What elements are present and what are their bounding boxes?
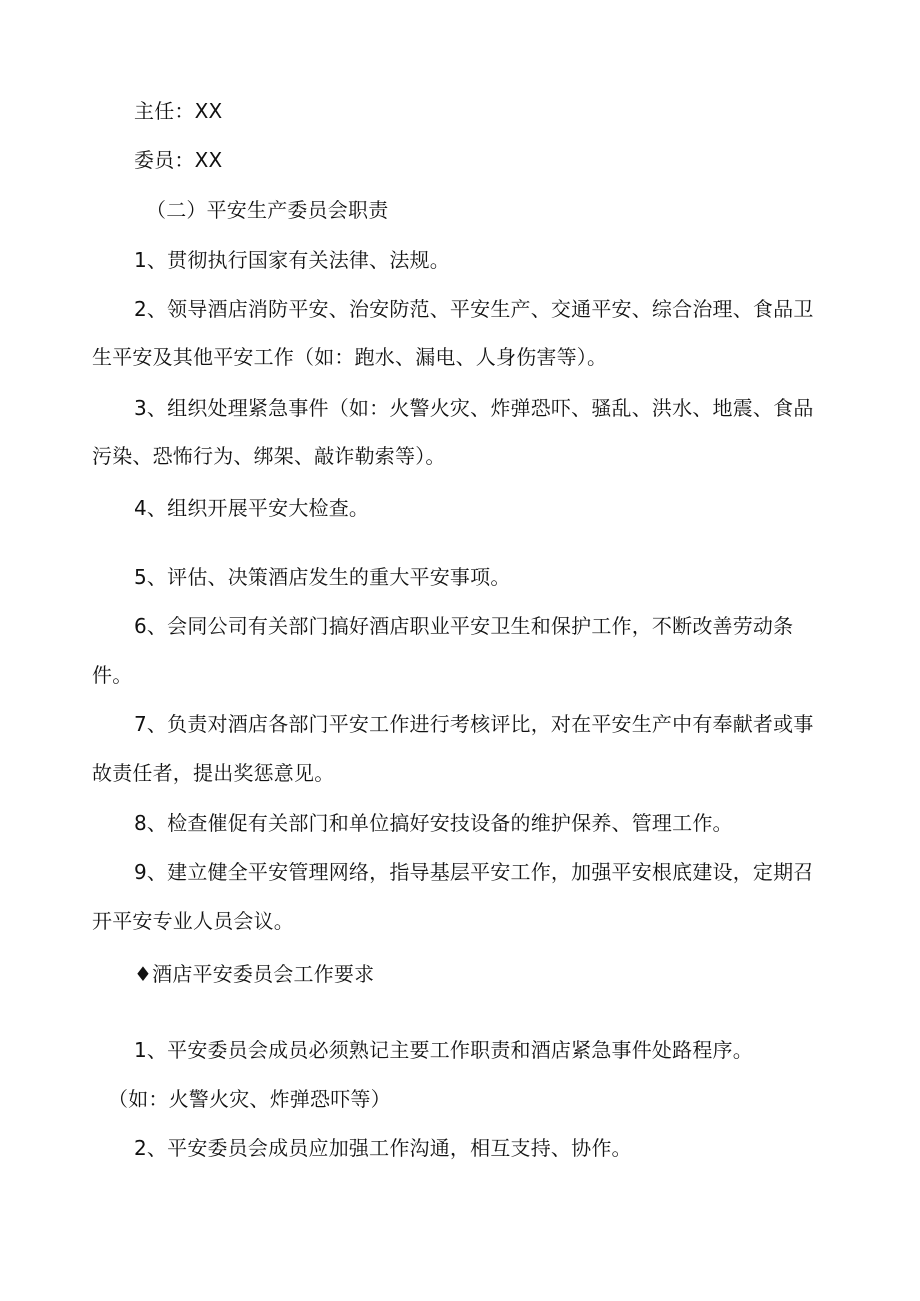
duty-7: 7、负责对酒店各部门平安工作进行考核评比，对在平安生产中有奉献者或事 <box>134 712 814 736</box>
director-line: 主任：XX <box>134 99 223 123</box>
requirements-heading: ♦酒店平安委员会工作要求 <box>134 962 375 986</box>
duty-4: 4、组织开展平安大检查。 <box>134 496 370 520</box>
requirement-1: 1、平安委员会成员必须熟记主要工作职责和酒店紧急事件处路程序。 <box>134 1038 753 1062</box>
duty-2-cont: 生平安及其他平安工作（如：跑水、漏电、人身伤害等）。 <box>92 345 608 369</box>
duty-6-cont: 件。 <box>92 663 133 687</box>
duty-9: 9、建立健全平安管理网络，指导基层平安工作，加强平安根底建设，定期召 <box>134 860 814 884</box>
duty-3-cont: 污染、恐怖行为、绑架、敲诈勒索等）。 <box>92 444 446 468</box>
duty-2: 2、领导酒店消防平安、治安防范、平安生产、交通平安、综合治理、食品卫 <box>134 297 814 321</box>
duty-6: 6、会同公司有关部门搞好酒店职业平安卫生和保护工作，不断改善劳动条 <box>134 614 794 638</box>
section-heading: （二）平安生产委员会职责 <box>146 198 389 222</box>
duty-3: 3、组织处理紧急事件（如：火警火灾、炸弹恐吓、骚乱、洪水、地震、食品 <box>134 396 814 420</box>
requirement-1-cont: （如：火警火灾、炸弹恐吓等） <box>108 1087 391 1111</box>
duty-1: 1、贯彻执行国家有关法律、法规。 <box>134 248 450 272</box>
duty-7-cont: 故责任者，提出奖惩意见。 <box>92 761 335 785</box>
duty-5: 5、评估、决策酒店发生的重大平安事项。 <box>134 565 511 589</box>
member-line: 委员：XX <box>134 148 223 172</box>
duty-9-cont: 开平安专业人员会议。 <box>92 909 294 933</box>
duty-8: 8、检查催促有关部门和单位搞好安技设备的维护保养、管理工作。 <box>134 811 733 835</box>
requirement-2: 2、平安委员会成员应加强工作沟通，相互支持、协作。 <box>134 1136 632 1160</box>
